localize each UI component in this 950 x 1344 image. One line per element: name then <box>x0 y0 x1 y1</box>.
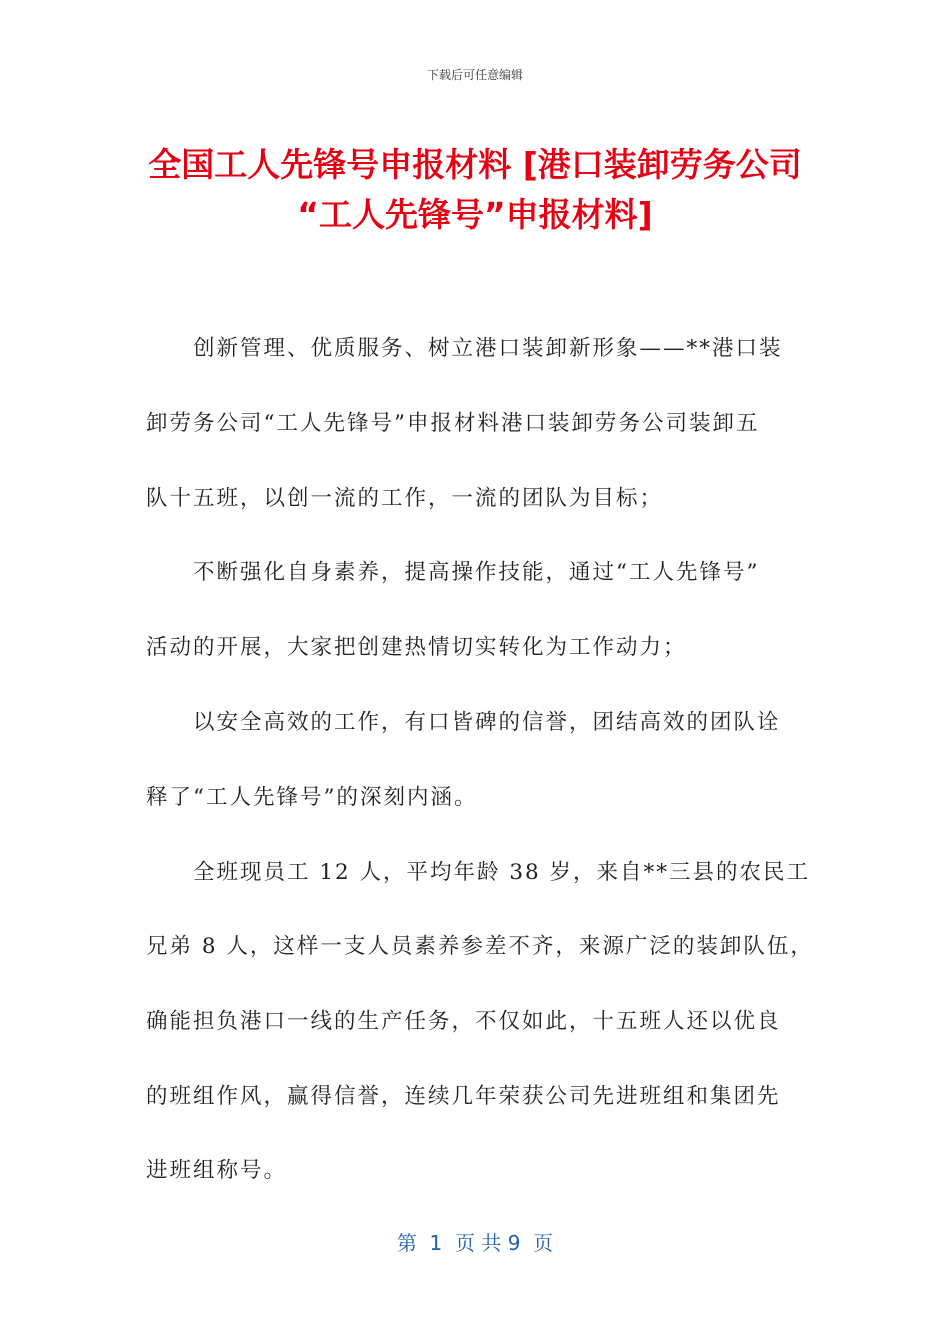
body-line: 队十五班，以创一流的工作，一流的团队为目标； <box>146 486 664 511</box>
body-line: 卸劳务公司“工人先锋号”申报材料港口装卸劳务公司装卸五 <box>146 411 760 436</box>
body-line: 兄弟 8 人，这样一支人员素养参差不齐，来源广泛的装卸队伍， <box>146 934 814 959</box>
body-line: 全班现员工 12 人，平均年龄 38 岁，来自**三县的农民工 <box>193 860 811 885</box>
body-line: 释了“工人先锋号”的深刻内涵。 <box>146 785 478 810</box>
title-line-2: “工人先锋号”申报材料] <box>297 195 653 234</box>
page-number-footer: 第 1 页 共 9 页 <box>396 1231 554 1255</box>
body-line: 的班组作风，赢得信誉，连续几年荣获公司先进班组和集团先 <box>146 1084 781 1109</box>
body-line: 进班组称号。 <box>146 1158 288 1183</box>
body-line: 以安全高效的工作，有口皆碑的信誉，团结高效的团队诠 <box>193 710 781 735</box>
body-line: 活动的开展，大家把创建热情切实转化为工作动力； <box>146 635 687 660</box>
body-line: 不断强化自身素养，提高操作技能，通过“工人先锋号” <box>193 560 760 585</box>
body-line: 确能担负港口一线的生产任务，不仅如此，十五班人还以优良 <box>146 1009 781 1034</box>
title-line-1: 全国工人先锋号申报材料 [港口装卸劳务公司 <box>148 145 802 184</box>
header-note: 下载后可任意编辑 <box>426 68 523 82</box>
document-title <box>90 140 860 240</box>
body-line: 创新管理、优质服务、树立港口装卸新形象——**港口装 <box>193 336 783 361</box>
